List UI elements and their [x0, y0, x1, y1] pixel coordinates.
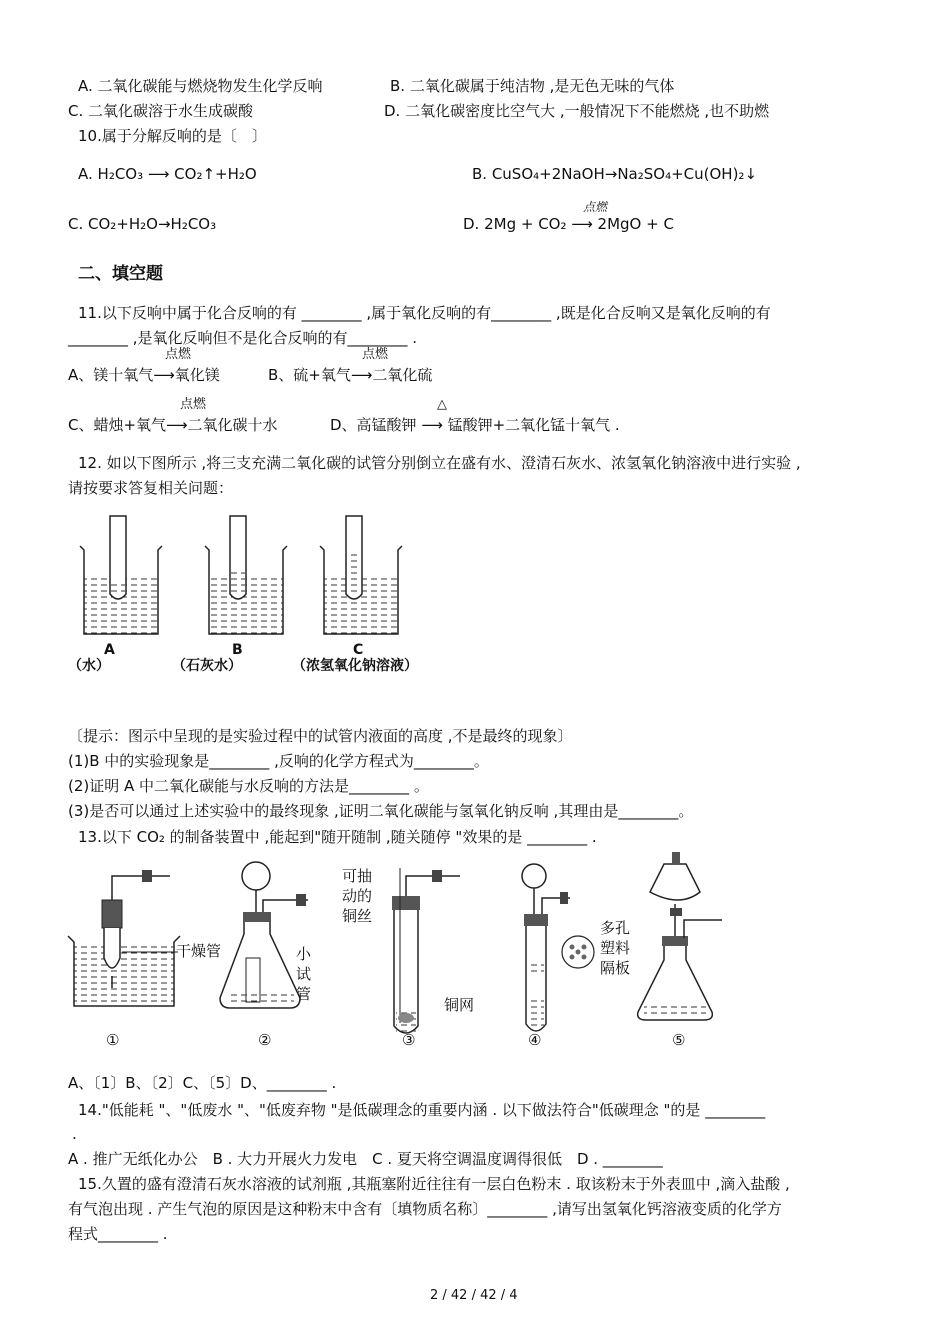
q12-hint: 〔提示：图示中呈现的是实验过程中的试管内液面的高度 ,不是最终的现象〕 [68, 727, 573, 745]
q10-condition-ignite: 点燃 [583, 200, 608, 214]
callout-copper-wire: 可抽 动的 铜丝 [342, 867, 373, 925]
q10-option-b: B. CuSO₄+2NaOH→Na₂SO₄+Cu(OH)₂↓ [472, 165, 758, 183]
q12-name-b: （石灰水） [172, 658, 242, 674]
q11-condition-b: 点燃 [362, 347, 389, 362]
q15-line1: 15.久置的盛有澄清石灰水溶液的试剂瓶 ,其瓶塞附近往往有一层白色粉末 . 取该粉末于外表皿中 ,滴入盐酸 , [78, 1175, 790, 1193]
q12-label-c: C [353, 642, 364, 658]
q11-condition-a: 点燃 [165, 347, 192, 362]
apparatus-2 [220, 862, 308, 1008]
q11-condition-d: △ [437, 397, 447, 412]
beaker-c [320, 516, 402, 634]
q9-option-d: D. 二氧化碳密度比空气大 ,一般情况下不能燃烧 ,也不助燃 [384, 102, 770, 120]
apparatus-number-3: ③ [402, 1031, 416, 1049]
q13-stem: 13.以下 CO₂ 的制备装置中 ,能起到"随开随制 ,随关随停 "效果的是 ________ . [78, 828, 597, 846]
q11-line1: 11.以下反响中属于化合反响的有 ________ ,属于氧化反响的有________ ,既是化合反响又是氧化反响的有 [78, 304, 771, 322]
beaker-b [205, 516, 287, 634]
q11-option-a: A、镁十氧气⟶氧化镁 [68, 366, 220, 384]
q10-stem: 10.属于分解反响的是〔 〕 [78, 127, 267, 145]
apparatus-number-2: ② [258, 1031, 272, 1049]
q11-option-d: D、高锰酸钾 ⟶ 锰酸钾+二氧化锰十氧气 . [330, 416, 620, 434]
q13-apparatus-figure [60, 848, 740, 1048]
q12-sub1: (1)B 中的实验现象是________ ,反响的化学方程式为________。 [68, 752, 489, 770]
q12-label-a: A [104, 642, 115, 658]
q10-option-c: C. CO₂+H₂O→H₂CO₃ [68, 215, 217, 233]
beaker-a [80, 516, 162, 634]
q9-option-b: B. 二氧化碳属于纯洁物 ,是无色无味的气体 [390, 77, 675, 95]
apparatus-number-4: ④ [528, 1031, 542, 1049]
q12-name-c: （浓氢氧化钠溶液） [292, 658, 418, 674]
q15-line3: 程式________ . [68, 1225, 168, 1243]
q13-options: A、〔1〕B、〔2〕C、〔5〕D、________ . [68, 1074, 337, 1092]
q11-option-b: B、硫+氧气⟶二氧化硫 [268, 366, 433, 384]
q12-line1: 12. 如以下图所示 ,将三支充满二氧化碳的试管分别倒立在盛有水、澄清石灰水、浓氢氧化钠溶液中进行实验 , [78, 454, 801, 472]
apparatus-number-1: ① [106, 1031, 120, 1049]
q11-condition-c: 点燃 [180, 397, 207, 412]
callout-dry-tube: 干燥管 [176, 942, 222, 960]
callout-plate: 多孔 塑料 隔板 [600, 919, 631, 977]
q9-option-c: C. 二氧化碳溶于水生成碳酸 [68, 102, 254, 120]
q12-sub2: (2)证明 A 中二氧化碳能与水反响的方法是________ 。 [68, 777, 429, 795]
q14-options: A . 推广无纸化办公 B . 大力开展火力发电 C . 夏天将空调温度调得很低 D . ________ [68, 1150, 663, 1168]
page-footer: 2 / 42 / 42 / 4 [430, 1288, 518, 1303]
callout-small-tube: 小 试 管 [296, 945, 312, 1003]
q12-sub3: (3)是否可以通过上述实验中的最终现象 ,证明二氧化碳能与氢氧化钠反响 ,其理由是________。 [68, 802, 694, 820]
q12-label-b: B [232, 642, 243, 658]
q11-line2: ________ ,是氧化反响但不是化合反响的有________ . [68, 329, 418, 347]
q15-line2: 有气泡出现 . 产生气泡的原因是这种粉末中含有〔填物质名称〕________ ,请写出氢氧化钙溶液变质的化学方 [68, 1200, 782, 1218]
q10-option-d: D. 2Mg + CO₂ ⟶ 2MgO + C [463, 215, 674, 233]
q10-option-a: A. H₂CO₃ ⟶ CO₂↑+H₂O [78, 165, 257, 183]
q12-name-a: （水） [68, 658, 110, 674]
apparatus-4 [522, 864, 594, 1031]
apparatus-1 [68, 870, 180, 1006]
apparatus-5 [638, 852, 722, 1020]
q11-option-c: C、蜡烛+氧气⟶二氧化碳十水 [68, 416, 278, 434]
section-heading: 二、填空题 [78, 264, 163, 284]
q14-line1: 14."低能耗 "、"低废水 "、"低废弃物 "是低碳理念的重要内涵 . 以下做法符合"低碳理念 "的是 ________ [78, 1101, 766, 1119]
q12-line2: 请按要求答复相关问题： [68, 479, 234, 497]
q14-line2: . [72, 1125, 77, 1143]
q12-apparatus-figure [70, 510, 490, 670]
q9-option-a: A. 二氧化碳能与燃烧物发生化学反响 [78, 77, 323, 95]
callout-copper-net: 铜网 [444, 996, 475, 1014]
apparatus-number-5: ⑤ [672, 1031, 686, 1049]
